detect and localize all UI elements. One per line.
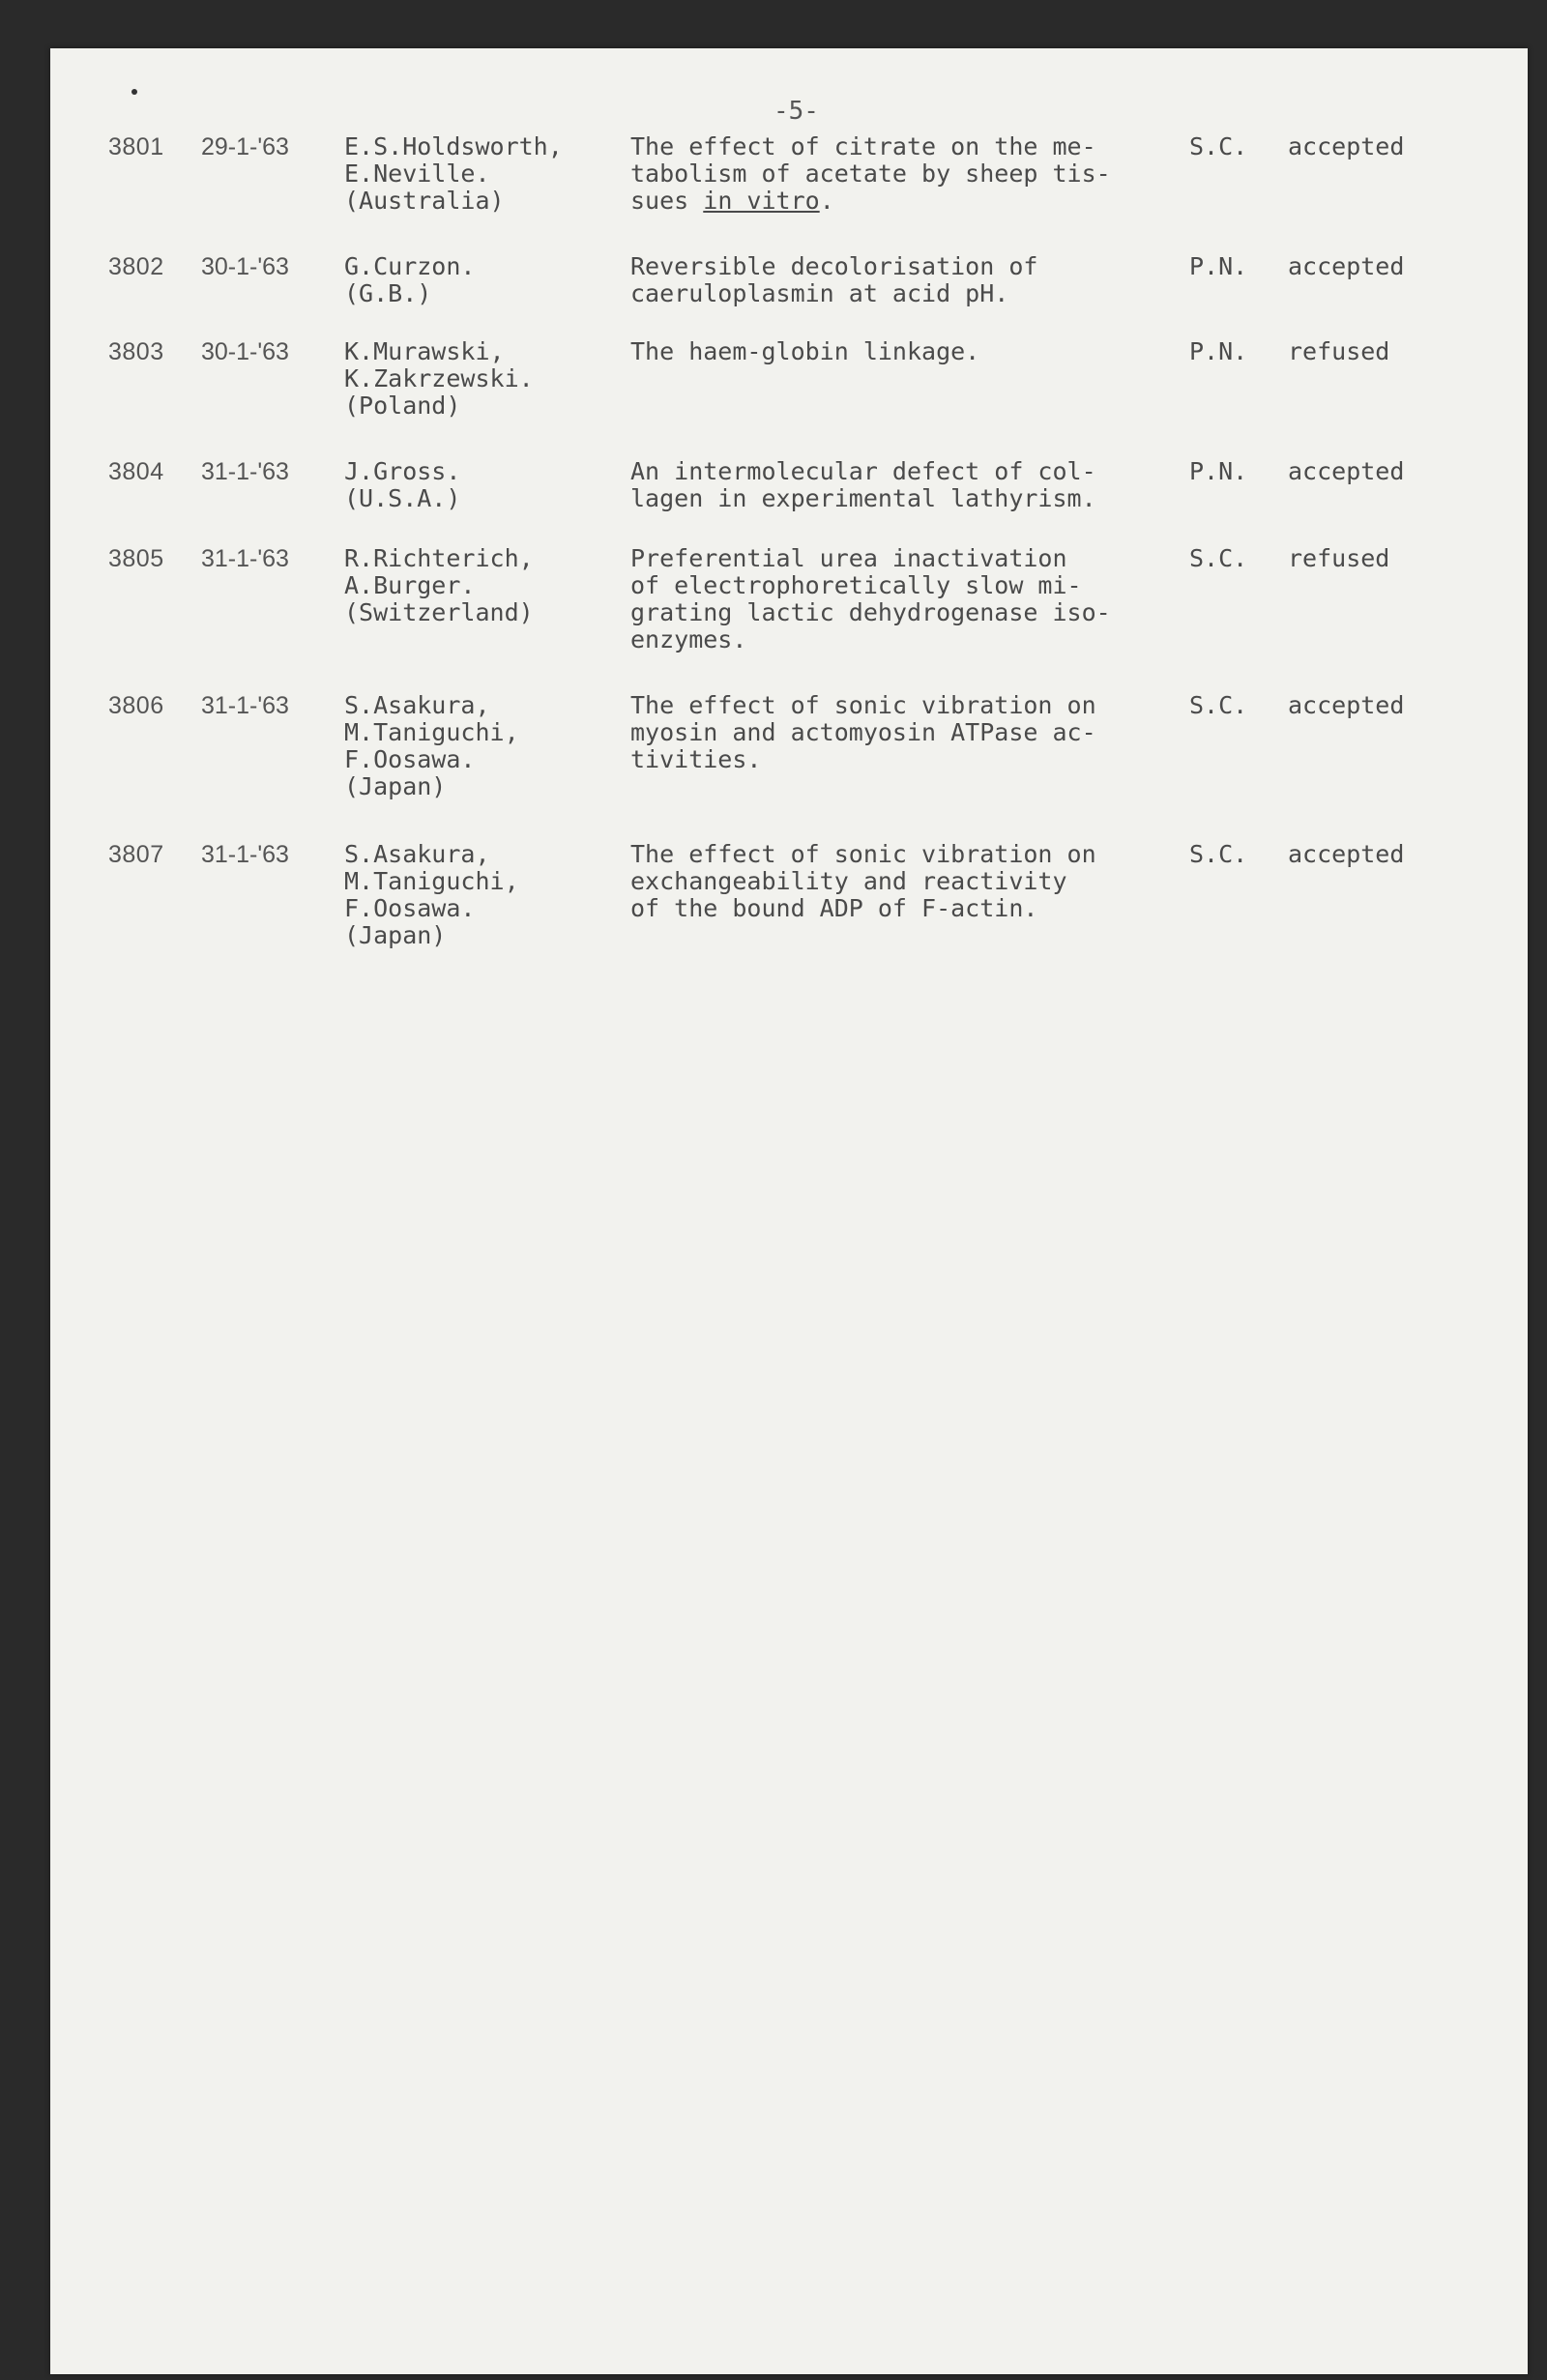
author-line: M.Taniguchi, [344,718,519,746]
entry-code: P.N. [1189,252,1248,280]
author-line: F.Oosawa. [344,745,476,773]
entry-number: 3802 [108,253,164,280]
title-line: grating lactic dehydrogenase iso- [630,598,1111,626]
title-line: exchangeability and reactivity [630,867,1067,895]
title-line: An intermolecular defect of col- [630,457,1096,485]
title-line: tivities. [630,745,762,773]
title-line: of electrophoretically slow mi- [630,571,1082,599]
author-line: (U.S.A.) [344,484,461,512]
author-line: E.Neville. [344,160,490,188]
author-line: E.S.Holdsworth, [344,132,563,160]
entry-status: accepted [1288,691,1405,719]
title-line: The haem-globin linkage. [630,337,980,365]
author-line: (Japan) [344,921,447,949]
title-line: lagen in experimental lathyrism. [630,484,1096,512]
title-line: The effect of citrate on the me- [630,132,1096,160]
author-line: (Japan) [344,772,447,800]
entry-date: 31-1-'63 [201,841,289,868]
author-line: (Switzerland) [344,598,534,626]
entry-authors [344,253,586,307]
entry-date: 29-1-'63 [201,133,289,160]
author-line: R.Richterich, [344,544,534,572]
entry-code: S.C. [1189,544,1248,572]
author-line: A.Burger. [344,571,476,599]
entry-date: 30-1-'63 [201,338,289,365]
entry-status: accepted [1288,132,1405,160]
entry-authors [344,545,586,626]
entry-authors [344,338,586,420]
entry-number: 3806 [108,692,164,719]
page-number: -5- [774,97,819,126]
entry-code: P.N. [1189,457,1248,485]
title-line: enzymes. [630,625,747,653]
entry-number: 3801 [108,133,164,160]
title-line: Reversible decolorisation of [630,252,1038,280]
entry-title [630,841,1172,922]
author-line: M.Taniguchi, [344,867,519,895]
title-line: of the bound ADP of F-actin. [630,894,1038,922]
entry-status: refused [1288,337,1390,365]
entry-status: accepted [1288,840,1405,868]
ink-dot-mark [131,89,137,95]
entry-number: 3807 [108,841,164,868]
entry-title [630,338,1172,365]
author-line: S.Asakura, [344,840,490,868]
author-line: K.Zakrzewski. [344,364,534,392]
title-line: tabolism of acetate by sheep tis- [630,160,1111,188]
author-line: K.Murawski, [344,337,505,365]
entry-authors [344,458,586,512]
title-line: Preferential urea inactivation [630,544,1067,572]
entry-status: accepted [1288,457,1405,485]
entry-code: S.C. [1189,691,1248,719]
entry-status: refused [1288,544,1390,572]
entry-date: 30-1-'63 [201,253,289,280]
author-line: S.Asakura, [344,691,490,719]
entry-title [630,133,1172,215]
title-line: The effect of sonic vibration on [630,691,1096,719]
author-line: J.Gross. [344,457,461,485]
entry-title [630,253,1172,307]
entry-authors [344,692,586,800]
entry-date: 31-1-'63 [201,545,289,572]
entry-code: P.N. [1189,337,1248,365]
author-line: (G.B.) [344,279,432,307]
author-line: (Poland) [344,392,461,420]
title-line [630,188,1172,215]
entry-number: 3805 [108,545,164,572]
title-line: The effect of sonic vibration on [630,840,1096,868]
title-suffix: . [819,187,834,215]
entry-title [630,458,1172,512]
entry-date: 31-1-'63 [201,692,289,719]
entry-title [630,545,1172,653]
title-line: myosin and actomyosin ATPase ac- [630,718,1096,746]
author-line: F.Oosawa. [344,894,476,922]
title-underlined-phrase: in vitro [703,187,820,215]
entry-title [630,692,1172,773]
entry-date: 31-1-'63 [201,458,289,485]
title-prefix: sues [630,187,704,215]
entry-authors [344,841,586,949]
document-page [50,48,1528,2374]
entry-code: S.C. [1189,840,1248,868]
entry-number: 3804 [108,458,164,485]
entry-number: 3803 [108,338,164,365]
title-line: caeruloplasmin at acid pH. [630,279,1009,307]
entry-code: S.C. [1189,132,1248,160]
entry-status: accepted [1288,252,1405,280]
author-line: G.Curzon. [344,252,476,280]
author-line: (Australia) [344,187,505,215]
entry-authors [344,133,586,215]
